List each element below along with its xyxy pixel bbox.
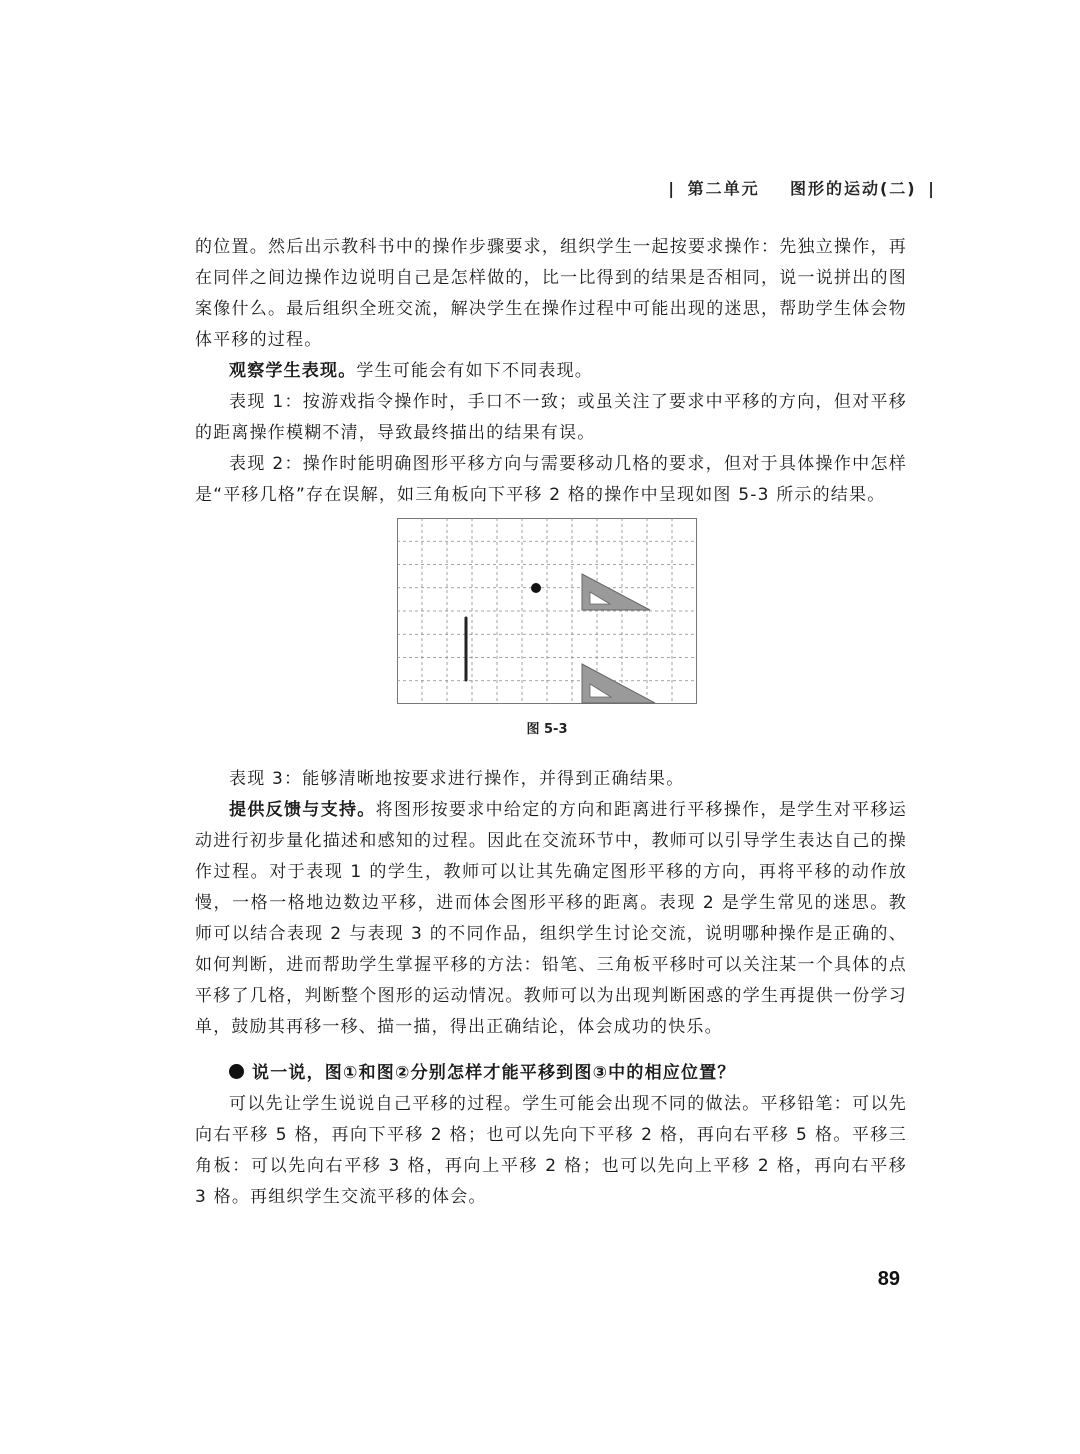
header-topic: 图形的运动(二) bbox=[789, 179, 917, 198]
observe-text: 学生可能会有如下不同表现。 bbox=[356, 361, 594, 381]
feedback-text: 将图形按要求中给定的方向和距离进行平移操作，是学生对平移运动进行初步量化描述和感知的过程。因此在交流环节中，教师可以引导学生表达自己的操作过程。对于表现 1 的学生，教师可以让其先确定图形平移的方向，再将平移的动作放慢，一格一格地边数边平移，进而体会图形平移的距离。表现 2 是学生常见的迷思。教师可以结合表现 2 与表现 3 的不同作品，组织学生讨论交流，说明哪种操作是正确的、如何判断，进而帮助学生掌握平移的方法：铅笔、三角板平移时可以关注某一个具体的点平移了几格，判断整个图形的运动情况。教师可以为出现判断困惑的学生再提供一份学习单，鼓励其再移一移、描一描，得出正确结论，体会成功的快乐。 bbox=[195, 800, 907, 1037]
paragraph-performance-2: 表现 2：操作时能明确图形平移方向与需要移动几格的要求，但对于具体操作中怎样是“平移几格”存在误解，如三角板向下平移 2 格的操作中呈现如图 5-3 所示的结果。 bbox=[195, 454, 907, 505]
figure-caption: 图 5-3 bbox=[526, 722, 568, 737]
text-block-bottom bbox=[195, 764, 907, 1043]
figure-5-3 bbox=[397, 518, 697, 704]
observe-lead: 观察学生表现。 bbox=[229, 361, 357, 381]
dot-marker bbox=[531, 583, 541, 593]
page-number: 89 bbox=[877, 1268, 900, 1290]
paragraph-feedback bbox=[195, 795, 907, 1043]
question-title: 说一说，图①和图②分别怎样才能平移到图③中的相应位置？ bbox=[252, 1063, 736, 1083]
header-divider-right: | bbox=[928, 179, 936, 198]
paragraph-observe bbox=[195, 356, 907, 387]
header-unit: 第二单元 bbox=[687, 179, 760, 198]
feedback-lead: 提供反馈与支持。 bbox=[229, 800, 376, 820]
paragraph-continuation: 的位置。然后出示教科书中的操作步骤要求，组织学生一起按要求操作：先独立操作，再在同伴之间边操作边说明自己是怎样做的，比一比得到的结果是否相同，说一说拼出的图案像什么。最后组织全班交流，解决学生在操作过程中可能出现的迷思，帮助学生体会物体平移的过程。 bbox=[195, 237, 907, 350]
running-header bbox=[664, 176, 940, 199]
question-answer: 可以先让学生说说自己平移的过程。学生可能会出现不同的做法。平移铅笔：可以先向右平移 5 格，再向下平移 2 格；也可以先向下平移 2 格，再向右平移 5 格。平移三角板：可以先向右平移 3 格，再向上平移 2 格；也可以先向上平移 2 格，再向右平移 3 格。再组织学生交流平移的体会。 bbox=[195, 1094, 907, 1207]
header-divider-left: | bbox=[668, 179, 677, 198]
grid-figure bbox=[397, 518, 697, 704]
paragraph-performance-1: 表现 1：按游戏指令操作时，手口不一致；或虽关注了要求中平移的方向，但对平移的距离操作模糊不清，导致最终描出的结果有误。 bbox=[195, 392, 907, 443]
paragraph-performance-3: 表现 3：能够清晰地按要求进行操作，并得到正确结果。 bbox=[229, 769, 685, 789]
question-title-line bbox=[195, 1058, 907, 1089]
bullet-dot-icon bbox=[229, 1064, 244, 1079]
text-block-question bbox=[195, 1058, 907, 1213]
text-block-top bbox=[195, 232, 907, 511]
